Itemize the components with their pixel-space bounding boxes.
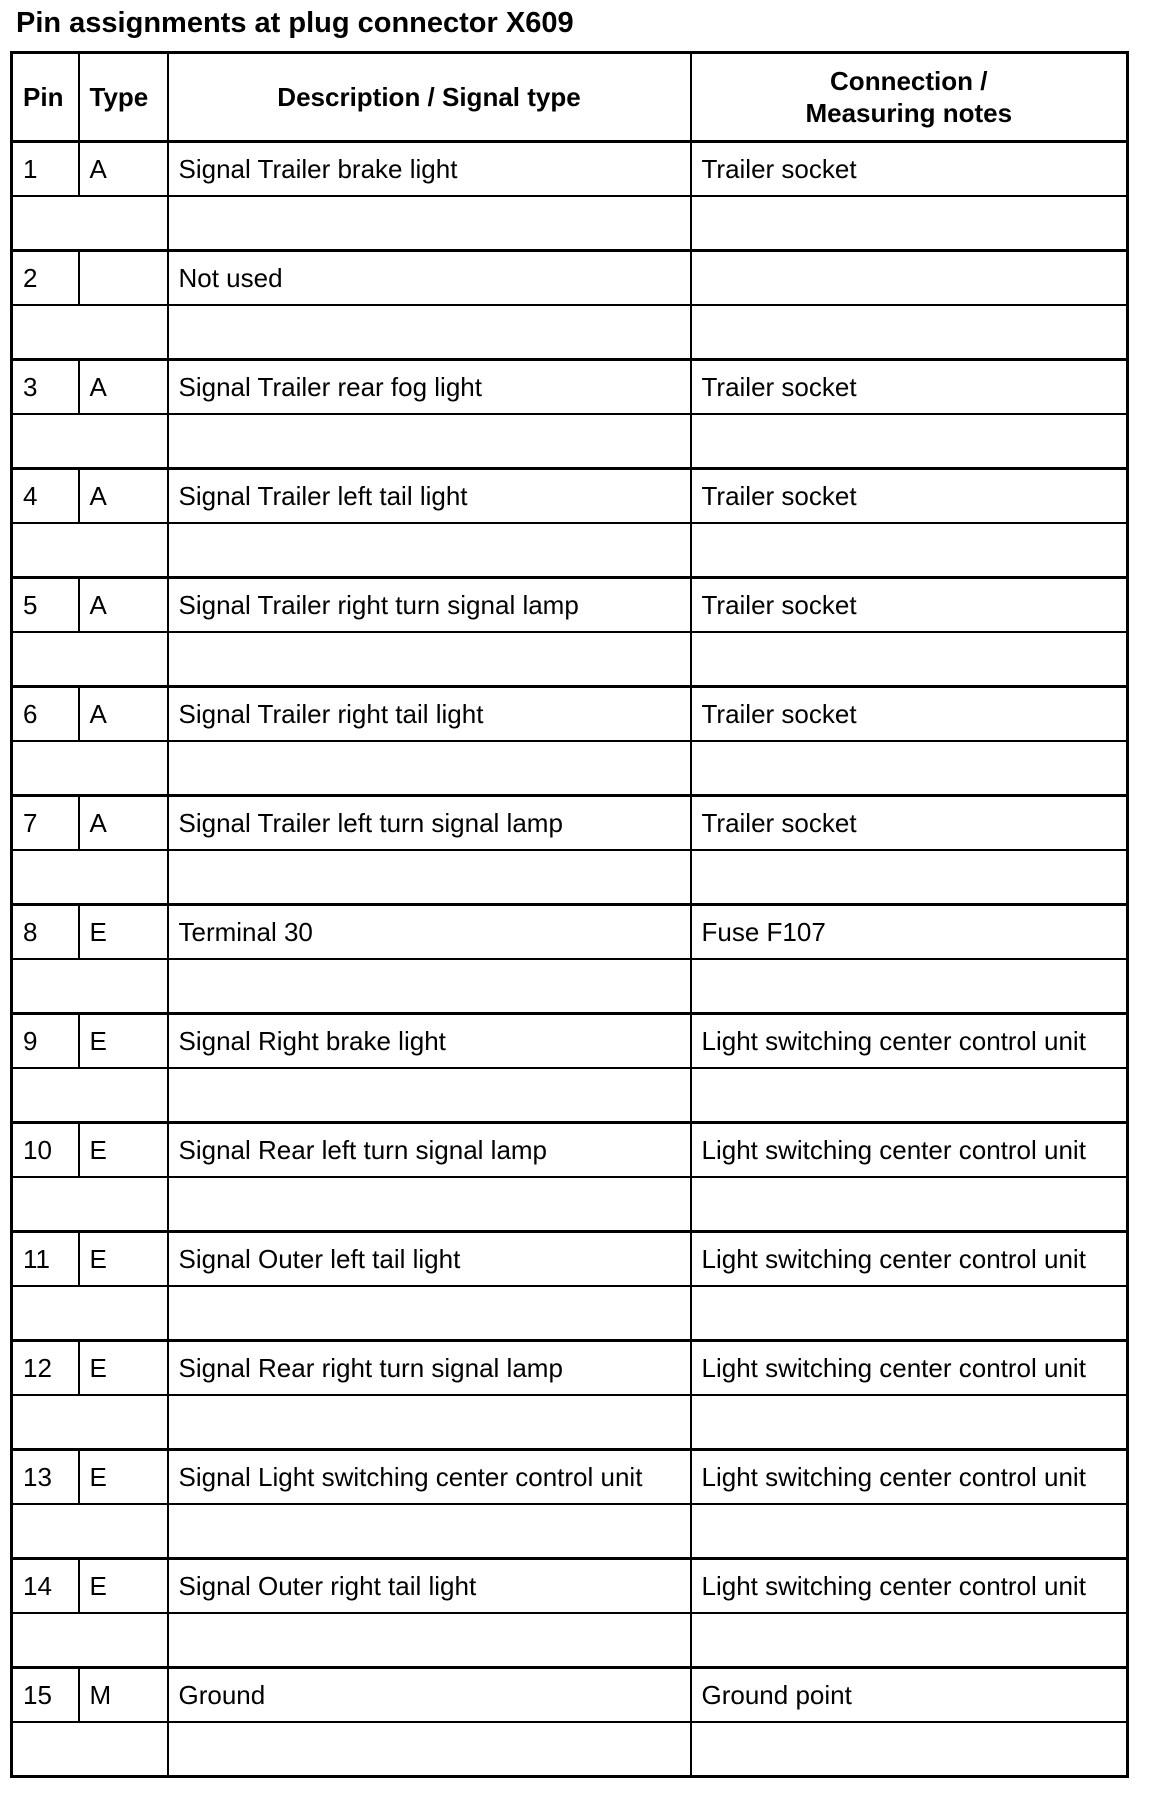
table-row [12, 251, 1128, 306]
spacer-cell-connection [691, 1286, 1128, 1341]
header-pin: Pin [12, 53, 79, 142]
cell-connection [691, 251, 1128, 306]
cell-type: E [79, 1232, 168, 1287]
spacer-cell-pin-type [12, 741, 168, 796]
spacer-cell-description [168, 414, 691, 469]
cell-type [79, 251, 168, 306]
cell-connection: Trailer socket [691, 360, 1128, 415]
header-type: Type [79, 53, 168, 142]
cell-pin: 3 [12, 360, 79, 415]
cell-connection: Fuse F107 [691, 905, 1128, 960]
cell-type: M [79, 1668, 168, 1723]
header-connection-line-2: Measuring notes [805, 98, 1013, 128]
cell-connection: Light switching center control unit [691, 1123, 1128, 1178]
header-description: Description / Signal type [168, 53, 691, 142]
cell-description: Signal Trailer left turn signal lamp [168, 796, 691, 851]
spacer-cell-connection [691, 305, 1128, 360]
spacer-cell-description [168, 1286, 691, 1341]
spacer-cell-pin-type [12, 959, 168, 1014]
cell-type: A [79, 142, 168, 197]
cell-pin: 1 [12, 142, 79, 197]
cell-pin: 2 [12, 251, 79, 306]
spacer-row [12, 523, 1128, 578]
spacer-cell-description [168, 305, 691, 360]
spacer-cell-pin-type [12, 632, 168, 687]
cell-description: Signal Right brake light [168, 1014, 691, 1069]
spacer-cell-pin-type [12, 196, 168, 251]
cell-description: Ground [168, 1668, 691, 1723]
cell-description: Signal Trailer brake light [168, 142, 691, 197]
spacer-cell-description [168, 1722, 691, 1777]
table-row [12, 1668, 1128, 1723]
cell-pin: 13 [12, 1450, 79, 1505]
table-row [12, 1232, 1128, 1287]
spacer-row [12, 1286, 1128, 1341]
spacer-cell-description [168, 1395, 691, 1450]
spacer-cell-pin-type [12, 1613, 168, 1668]
spacer-cell-connection [691, 959, 1128, 1014]
cell-description: Signal Rear left turn signal lamp [168, 1123, 691, 1178]
spacer-cell-pin-type [12, 1286, 168, 1341]
cell-type: E [79, 1450, 168, 1505]
cell-connection: Trailer socket [691, 687, 1128, 742]
spacer-cell-connection [691, 1504, 1128, 1559]
cell-pin: 4 [12, 469, 79, 524]
cell-type: A [79, 469, 168, 524]
cell-description: Signal Rear right turn signal lamp [168, 1341, 691, 1396]
cell-type: A [79, 360, 168, 415]
spacer-cell-description [168, 1504, 691, 1559]
spacer-cell-connection [691, 741, 1128, 796]
cell-pin: 14 [12, 1559, 79, 1614]
spacer-cell-pin-type [12, 414, 168, 469]
table-row [12, 687, 1128, 742]
page-title: Pin assignments at plug connector X609 [16, 7, 574, 39]
cell-connection: Trailer socket [691, 578, 1128, 633]
cell-type: E [79, 1559, 168, 1614]
cell-description: Signal Trailer right turn signal lamp [168, 578, 691, 633]
spacer-row [12, 959, 1128, 1014]
spacer-cell-pin-type [12, 1722, 168, 1777]
spacer-cell-description [168, 1177, 691, 1232]
spacer-row [12, 1395, 1128, 1450]
spacer-cell-description [168, 1613, 691, 1668]
spacer-row [12, 1068, 1128, 1123]
spacer-cell-connection [691, 1068, 1128, 1123]
table-body [12, 142, 1128, 1777]
spacer-cell-pin-type [12, 850, 168, 905]
cell-type: A [79, 578, 168, 633]
table-row [12, 578, 1128, 633]
table-row [12, 1123, 1128, 1178]
spacer-cell-connection [691, 414, 1128, 469]
header-connection [691, 53, 1128, 142]
spacer-cell-description [168, 1068, 691, 1123]
spacer-cell-connection [691, 850, 1128, 905]
spacer-cell-pin-type [12, 1068, 168, 1123]
spacer-cell-description [168, 741, 691, 796]
cell-type: E [79, 905, 168, 960]
pin-assignment-table [10, 51, 1129, 1778]
cell-connection: Ground point [691, 1668, 1128, 1723]
cell-connection: Trailer socket [691, 469, 1128, 524]
table-row [12, 469, 1128, 524]
cell-connection: Light switching center control unit [691, 1232, 1128, 1287]
spacer-cell-pin-type [12, 305, 168, 360]
header-connection-line-1: Connection / [830, 66, 988, 96]
spacer-row [12, 1722, 1128, 1777]
spacer-cell-pin-type [12, 523, 168, 578]
cell-description: Signal Light switching center control unit [168, 1450, 691, 1505]
table-row [12, 142, 1128, 197]
cell-description: Signal Trailer right tail light [168, 687, 691, 742]
cell-pin: 8 [12, 905, 79, 960]
cell-type: E [79, 1341, 168, 1396]
cell-pin: 11 [12, 1232, 79, 1287]
spacer-row [12, 1177, 1128, 1232]
cell-description: Not used [168, 251, 691, 306]
spacer-cell-connection [691, 523, 1128, 578]
spacer-cell-description [168, 959, 691, 1014]
spacer-row [12, 305, 1128, 360]
spacer-cell-description [168, 523, 691, 578]
cell-connection: Light switching center control unit [691, 1341, 1128, 1396]
spacer-cell-pin-type [12, 1395, 168, 1450]
spacer-cell-description [168, 850, 691, 905]
table-row [12, 1559, 1128, 1614]
cell-connection: Light switching center control unit [691, 1450, 1128, 1505]
cell-description: Signal Trailer left tail light [168, 469, 691, 524]
spacer-row [12, 632, 1128, 687]
spacer-cell-description [168, 632, 691, 687]
spacer-row [12, 741, 1128, 796]
spacer-row [12, 850, 1128, 905]
table-row [12, 1341, 1128, 1396]
cell-type: E [79, 1123, 168, 1178]
table-row [12, 360, 1128, 415]
cell-type: A [79, 796, 168, 851]
cell-pin: 9 [12, 1014, 79, 1069]
spacer-row [12, 1613, 1128, 1668]
cell-description: Terminal 30 [168, 905, 691, 960]
header-row [12, 53, 1128, 142]
spacer-row [12, 196, 1128, 251]
cell-description: Signal Trailer rear fog light [168, 360, 691, 415]
cell-connection: Trailer socket [691, 142, 1128, 197]
table-row [12, 796, 1128, 851]
cell-connection: Trailer socket [691, 796, 1128, 851]
cell-pin: 5 [12, 578, 79, 633]
cell-pin: 10 [12, 1123, 79, 1178]
cell-connection: Light switching center control unit [691, 1014, 1128, 1069]
cell-pin: 6 [12, 687, 79, 742]
table-row [12, 905, 1128, 960]
table-row [12, 1450, 1128, 1505]
spacer-cell-connection [691, 1722, 1128, 1777]
spacer-cell-description [168, 196, 691, 251]
spacer-cell-pin-type [12, 1177, 168, 1232]
cell-pin: 7 [12, 796, 79, 851]
spacer-cell-connection [691, 1613, 1128, 1668]
spacer-row [12, 414, 1128, 469]
spacer-row [12, 1504, 1128, 1559]
spacer-cell-connection [691, 196, 1128, 251]
table-row [12, 1014, 1128, 1069]
cell-type: E [79, 1014, 168, 1069]
spacer-cell-connection [691, 632, 1128, 687]
spacer-cell-connection [691, 1395, 1128, 1450]
cell-description: Signal Outer left tail light [168, 1232, 691, 1287]
cell-pin: 15 [12, 1668, 79, 1723]
cell-type: A [79, 687, 168, 742]
spacer-cell-connection [691, 1177, 1128, 1232]
cell-description: Signal Outer right tail light [168, 1559, 691, 1614]
cell-pin: 12 [12, 1341, 79, 1396]
cell-connection: Light switching center control unit [691, 1559, 1128, 1614]
spacer-cell-pin-type [12, 1504, 168, 1559]
